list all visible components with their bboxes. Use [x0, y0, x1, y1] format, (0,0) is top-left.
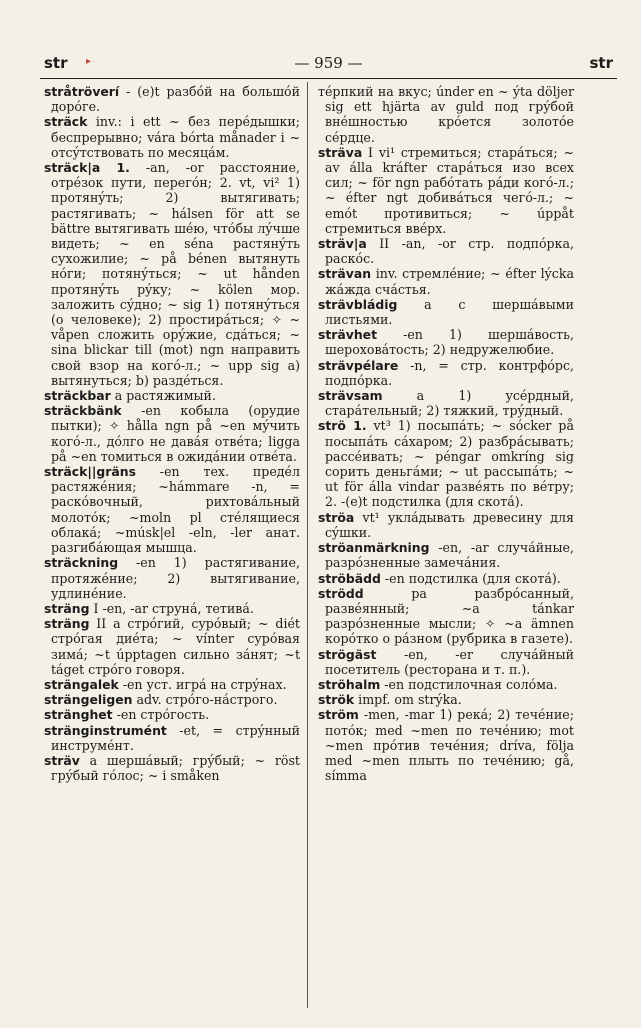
entry-headword: stränginstrumént [44, 722, 167, 738]
entry-headword: strödd [318, 585, 364, 601]
entry-definition: -en кобыла (орудие пытки); ✧ hålla ngn på ~en мýчить когó-л., дóлго не давáя отвéта; ligga på ~en томиться в ожидáнии отвéта. [51, 403, 300, 464]
entry-headword: strävsam [318, 388, 383, 404]
entry-definition: a 1) усéрдный, старáтельный; 2) тяжкий, трýдный. [325, 388, 574, 419]
entry-headword: ström [318, 707, 359, 723]
dictionary-entry [318, 692, 574, 707]
dictionary-entry [318, 647, 574, 677]
entry-headword: strök [318, 692, 355, 708]
entry-headword: sträng [44, 616, 90, 632]
dictionary-entry [44, 464, 300, 555]
entry-definition: I -en, -ar струнá, тетивá. [89, 600, 254, 616]
entry-definition: тéрпкий на вкус; únder en ~ ýta döljer sig ett hjärta av guld под грýбой внéшностью крóется золотóе сéрдце. [318, 84, 574, 145]
right-column [318, 84, 574, 783]
entry-definition: I vi¹ стремиться; старáться; ~ av álla kráfter старáться изо всех сил; ~ för ngn рабóтать рáди когó-л.; ~ éfter ngt добивáться чегó-л.; ~ emót противиться; ~ úppåt стремиться ввéрх. [325, 144, 574, 236]
entry-definition: - (e)t разбóй на большóй дорóге. [51, 84, 300, 115]
entry-definition: -et, = стрýнный инструмéнт. [51, 722, 300, 753]
entry-definition: vt¹ уклáдывать древесину для сýшки. [325, 509, 574, 540]
entry-headword: strögäst [318, 646, 377, 662]
dictionary-entry [44, 555, 300, 601]
dictionary-entry [318, 297, 574, 327]
edge-mark-icon: ▸ [86, 56, 92, 67]
entry-definition: -en подстилка (для скотá). [380, 570, 561, 586]
entry-definition: -en подстилочная солóма. [380, 676, 558, 692]
dictionary-entry [44, 388, 300, 403]
entry-headword: strängalek [44, 676, 119, 692]
entry-definition: adv. стрóго-нáстрого. [132, 692, 278, 708]
entry-headword: sträck|a 1. [44, 160, 130, 176]
entry-definition: -en уст. игрá на стрýнах. [118, 676, 287, 692]
dictionary-entry [44, 114, 300, 160]
page-number: — 959 — [294, 54, 363, 72]
entry-definition: II a стрóгий, сурóвый; ~ diét стрóгая диéта; ~ vínter сурóвая зимá; ~t úpptagen сильно зáнят; ~t táget стрóго говоря. [51, 616, 300, 677]
dictionary-entry [44, 160, 300, 388]
dictionary-entry [318, 388, 574, 418]
entry-headword: ströanmärkning [318, 540, 430, 556]
dictionary-entry [318, 707, 574, 783]
page-header [44, 52, 613, 76]
right-running-headword: str [589, 54, 613, 72]
dictionary-entry [318, 677, 574, 692]
entry-headword: sträckbänk [44, 403, 122, 419]
entry-headword: sträckning [44, 555, 119, 571]
dictionary-entry [318, 236, 574, 266]
entry-headword: sträckbar [44, 388, 111, 404]
entry-headword: strö 1. [318, 418, 367, 434]
entry-definition: a шершáвый; грýбый; ~ röst грýбый гóлос; ~ i småken [51, 752, 300, 784]
dictionary-entry [44, 677, 300, 692]
dictionary-entry [318, 418, 574, 509]
entry-headword: sträv [44, 752, 80, 768]
entry-definition: -en тех. предéл растяжéния; ~hámmare -n, = раскóвочный, рихтовáльный молотóк; ~moln pl стéлящиеся облакá; ~músk|el -eln, -ler анат. разгибáющая мышца. [51, 464, 300, 556]
entry-headword: sträv|a [318, 236, 367, 252]
entry-headword: ströbädd [318, 570, 381, 586]
entry-headword: strängeligen [44, 692, 133, 708]
entry-definition: -an, -or расстояние, отрéзок пути, перегóн; 2. vt, vi² 1) протянýть; 2) вытягивать; растягивать; ~ hálsen för att se bättre вытягивать шéю, чтóбы лýчше видеть; ~ en séna растянýть сухожилие; ~ på bénen вытянуть нóги; потянýться; ~ ut hånden протянýть рýку; ~ kölen мор. заложить сýдно; ~ sig 1) потянýться (о человеке); 2) простирáться; ✧ ~ våpen сложить орýжие, сдáться; ~ sina blickar till (mot) ngn направить свой взор на когó-л.; ~ upp sig a) вытянуться; b) раздéться. [51, 160, 300, 388]
entry-headword: sträng [44, 600, 90, 616]
entry-definition: II -an, -or стр. подпóрка, раскóс. [325, 236, 574, 267]
entry-headword: sträva [318, 144, 363, 160]
dictionary-entry [44, 84, 300, 114]
entry-definition: inv. стремлéние; ~ éfter lýcka жáжда счáстья. [325, 266, 574, 297]
entry-headword: sträck||gräns [44, 464, 136, 480]
dictionary-entry [44, 601, 300, 616]
entry-headword: stränghet [44, 707, 113, 723]
entry-headword: strävhet [318, 327, 377, 343]
dictionary-entry [44, 707, 300, 722]
dictionary-entry [318, 84, 574, 145]
entry-definition: -men, -mar 1) рекá; 2) течéние; потóк; med ~men по течéнию; mot ~men прóтив течéния; dríva, följa med ~men плыть по течéнию; gå, símma [325, 707, 574, 784]
entry-headword: stråtröverí [44, 84, 120, 99]
dictionary-entry [318, 266, 574, 296]
left-column [44, 84, 300, 783]
dictionary-entry [318, 145, 574, 236]
entry-headword: strävpélare [318, 357, 399, 373]
entry-headword: strävbládig [318, 296, 398, 312]
dictionary-entry [44, 692, 300, 707]
entry-definition: inv.: i ett ~ без перéдышки; беспрерывно; vára bórta månader i ~ отсýтствовать по месяцáм. [51, 114, 300, 160]
dictionary-entry [318, 327, 574, 357]
entry-definition: -n, = стр. контрфóрс, подпóрка. [325, 357, 574, 388]
entry-definition: -en стрóгость. [112, 707, 210, 723]
entry-headword: ströhalm [318, 676, 381, 692]
entry-definition: -en 1) шершáвость, шероховáтость; 2) недружелюбие. [325, 327, 574, 358]
column-divider [307, 82, 308, 1008]
dictionary-entry [44, 753, 300, 783]
dictionary-entry [44, 616, 300, 677]
header-rule [40, 78, 617, 79]
dictionary-entry [318, 571, 574, 586]
entry-definition: a с шершáвыми листьями. [325, 296, 574, 328]
entry-definition: vt³ 1) посыпáть; ~ sócker på посыпáть сáхаром; 2) разбрáсывать; рассéивать; ~ péngar omkríng sig сорить деньгáми; ~ ut рассыпáть; ~ ut för álla vindar развéять по вéтру; 2. -(e)t подстилка (для скотá). [325, 418, 574, 510]
left-running-headword: str [44, 54, 68, 72]
dictionary-entry [318, 510, 574, 540]
entry-definition: impf. om strýka. [354, 692, 462, 708]
entry-definition: -en, -ar случáйные, разрóзненные замечáния. [325, 540, 574, 571]
entry-definition: -en, -er случáйный посетитель (ресторана и т. п.). [325, 646, 574, 677]
dictionary-entry [318, 540, 574, 570]
dictionary-entry [318, 358, 574, 388]
entry-headword: ströa [318, 509, 355, 525]
entry-definition: a растяжимый. [110, 388, 216, 404]
dictionary-entry [318, 586, 574, 647]
entry-headword: strävan [318, 266, 372, 282]
dictionary-entry [44, 403, 300, 464]
dictionary-entry [44, 723, 300, 753]
entry-definition: -en 1) растягивание, протяжéние; 2) вытягивание, удлинéние. [51, 555, 300, 601]
entry-definition: pa разбрóсанный, развéянный; ~a tánkar разрóзненные мысли; ✧ ~a ämnen корóтко о рáзном (рубрика в газете). [325, 585, 574, 647]
entry-headword: sträck [44, 114, 88, 130]
